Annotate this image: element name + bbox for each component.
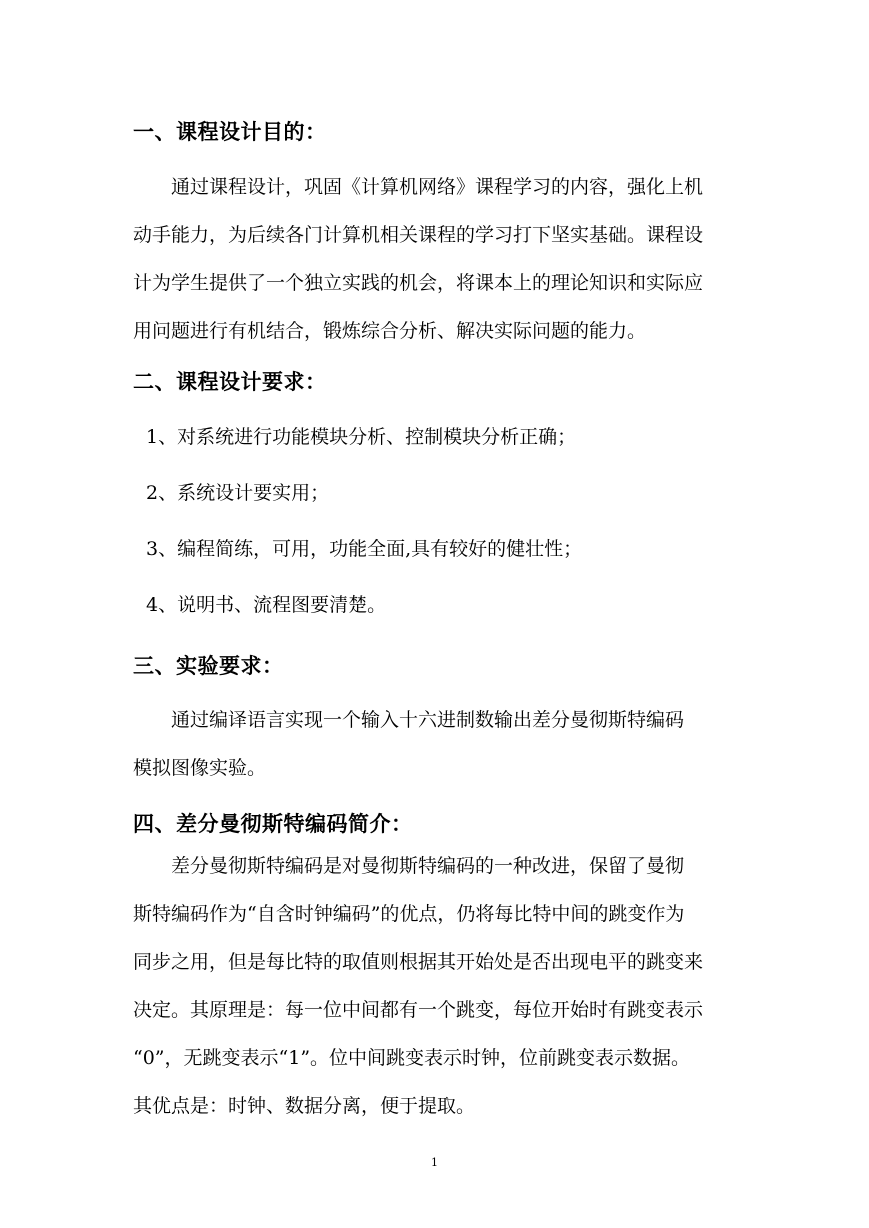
section-heading-experiment: 三、实验要求： [133, 654, 284, 678]
list-item: 4、说明书、流程图要清楚。 [146, 594, 387, 616]
list-item: 1、对系统进行功能模块分析、控制模块分析正确； [146, 426, 577, 448]
paragraph-line: 其优点是：时钟、数据分离，便于提取。 [133, 1095, 476, 1117]
paragraph-line: 斯特编码作为“自含时钟编码”的优点，仍将每比特中间的跳变作为 [133, 903, 685, 925]
paragraph-line: 计为学生提供了一个独立实践的机会，将课本上的理论知识和实际应 [133, 272, 704, 294]
page-number: 1 [431, 1156, 438, 1169]
paragraph-line: 同步之用，但是每比特的取值则根据其开始处是否出现电平的跳变来 [133, 951, 704, 973]
section-heading-requirements: 二、课程设计要求： [133, 370, 327, 394]
paragraph-intro [133, 842, 741, 1130]
paragraph-line: 模拟图像实验。 [133, 757, 267, 779]
paragraph-line: “0”，无跳变表示“1”。位中间跳变表示时钟，位前跳变表示数据。 [133, 1047, 691, 1069]
list-item: 2、系统设计要实用； [146, 482, 330, 504]
paragraph-line: 用问题进行有机结合，锻炼综合分析、解决实际问题的能力。 [133, 320, 647, 342]
paragraph-purpose [133, 163, 741, 355]
section-heading-intro: 四、差分曼彻斯特编码简介： [133, 812, 413, 836]
paragraph-experiment [133, 696, 741, 792]
paragraph-line: 差分曼彻斯特编码是对曼彻斯特编码的一种改进，保留了曼彻 [171, 855, 685, 877]
section-heading-purpose: 一、课程设计目的： [133, 120, 327, 144]
paragraph-line: 通过编译语言实现一个输入十六进制数输出差分曼彻斯特编码 [171, 709, 685, 731]
paragraph-line: 决定。其原理是：每一位中间都有一个跳变，每位开始时有跳变表示 [133, 999, 704, 1021]
paragraph-line: 动手能力，为后续各门计算机相关课程的学习打下坚实基础。课程设 [133, 224, 704, 246]
list-item: 3、编程简练，可用，功能全面,具有较好的健壮性； [146, 538, 583, 560]
paragraph-line: 通过课程设计，巩固《计算机网络》课程学习的内容，强化上机 [171, 176, 704, 198]
